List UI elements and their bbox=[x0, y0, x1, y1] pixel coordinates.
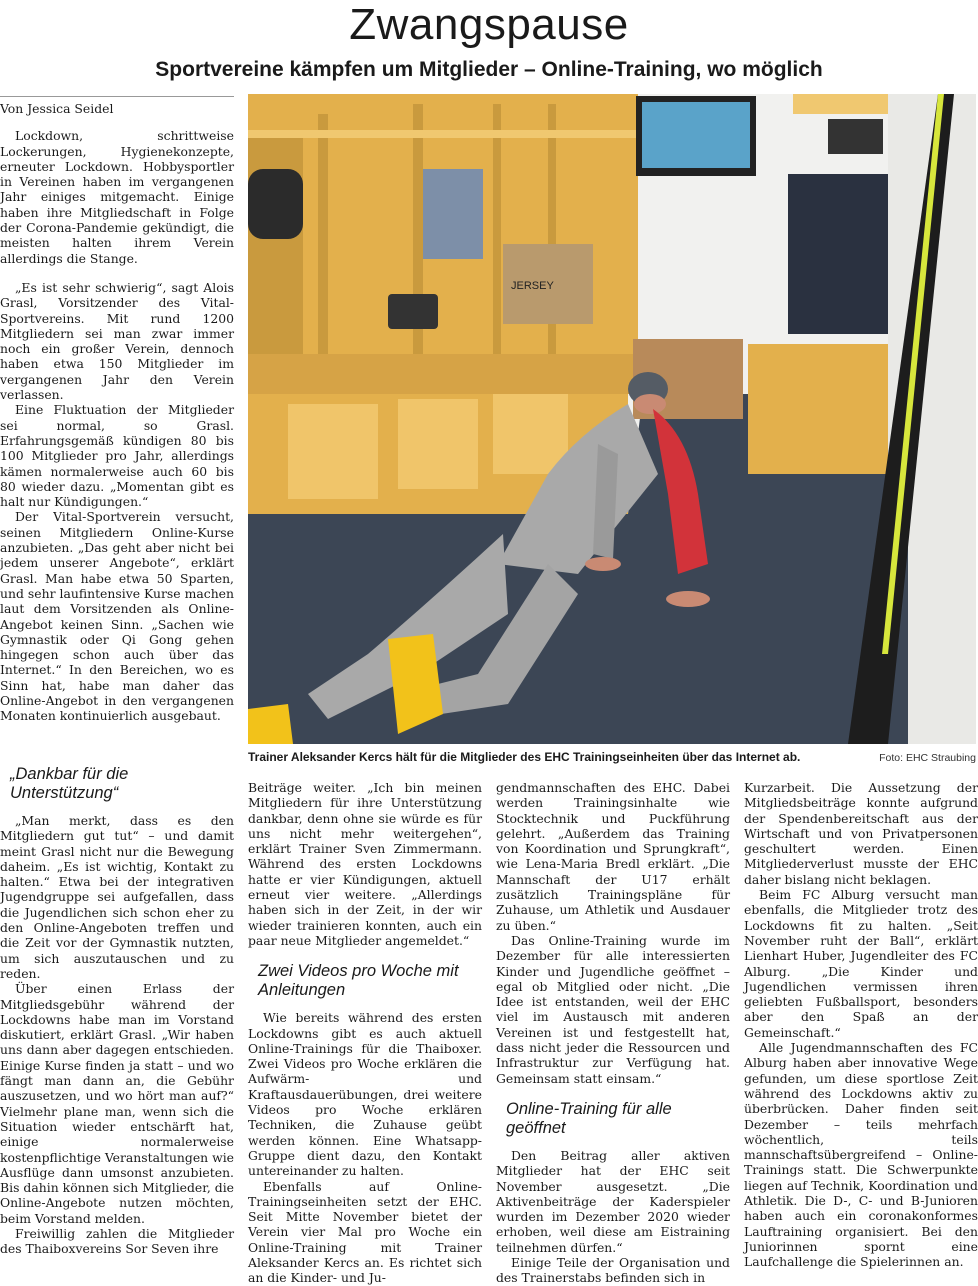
locker-door bbox=[493, 394, 568, 474]
goalie-gear bbox=[788, 174, 888, 334]
paragraph: Freiwillig zahlen die Mitglieder des Thaiboxvereins Sor Seven ihre bbox=[0, 1226, 234, 1257]
article-column-3 bbox=[496, 780, 730, 1286]
locker-divider bbox=[493, 104, 501, 374]
paragraph: Den Beitrag aller aktiven Mitglieder hat der EHC seit November ausgesetzt. „Die Aktivenbeiträge der Kaderspieler wurden im Dezember 2020 wieder erhoben, weil diese am Eistraining teilnehmen dürfen.“ bbox=[496, 1147, 730, 1255]
paragraph: Lockdown, schrittweise Lockerungen, Hygienekonzepte, erneuter Lockdown. Hobbysportler in Vereinen haben im vergangenen Jahr einiges mitgemacht. Einige haben ihre Mitgliedschaft in Folge der Corona-Pandemie gekündigt, die meisten halten ihrem Verein allerdings die Stange. bbox=[0, 128, 234, 266]
paragraph: Einige Teile der Organisation und des Trainerstabs befinden sich in bbox=[496, 1255, 730, 1286]
byline: Von Jessica Seidel bbox=[0, 96, 234, 116]
article-column-2 bbox=[248, 780, 482, 1286]
paragraph: Beiträge weiter. „Ich bin meinen Mitgliedern für ihre Unterstützung dankbar, denn ohne sie würde es für uns nicht mehr weitergehen“, erklärt Trainer Sven Zimmermann. Während des ersten Lockdowns hatte er vier Kündigungen, aktuell erneut vier weitere. „Allerdings haben sich in der Zeit, in der wir wieder trainieren konnten, auch ein paar neue Mitglieder angemeldet.“ bbox=[248, 780, 482, 948]
section-heading: Zwei Videos pro Woche mit Anleitungen bbox=[258, 962, 459, 1000]
paragraph: Über einen Erlass der Mitgliedsgebühr während der Lockdowns habe man im Vorstand diskutiert, erklärt Grasl. „Wir haben uns dann aber dagegen entschieden. Einige Kurse finden ja statt – und wo fängt man dann an, die Gebühr auszusetzen, und wo hört man auf?“ Vielmehr plane man, wenn sich die Situation wieder entschärft hat, einige normalerweise kostenpflichtige Veranstaltungen wie Ausflüge dann umsonst anzubieten. Bis dahin können sich Mitglieder, die Online-Angebote nutzen möchten, beim Vorstand melden. bbox=[0, 981, 234, 1226]
section-heading: Online-Training für alle geöffnet bbox=[506, 1099, 672, 1137]
photo-caption bbox=[248, 749, 976, 767]
locker-divider bbox=[548, 104, 556, 364]
paragraph: Der Vital-Sportverein versucht, seinen Mitgliedern Online-Kurse anzubieten. „Das geht aber nicht bei jedem unserer Angebote“, erklärt Grasl. Man habe etwa 50 Sparten, und sehr laufintensive Kurse machen laut dem Vorsitzenden als Online-Angebot keinen Sinn. „Sachen wie Gymnastik oder Qi Gong gehen hingegen schon auch über das Internet.“ In den Bereichen, wo es Sinn hat, habe man daher das Online-Angebot in den vergangenen Monaten kontinuierlich ausgebaut. bbox=[0, 509, 234, 724]
locker-bench bbox=[248, 354, 638, 394]
head bbox=[634, 394, 666, 414]
box-label: JERSEY bbox=[511, 280, 554, 292]
article-column-4 bbox=[744, 780, 978, 1277]
subheadline: Sportvereine kämpfen um Mitglieder – Online-Training, wo möglich bbox=[155, 58, 823, 81]
locker-door bbox=[288, 404, 378, 499]
shoe bbox=[248, 704, 293, 744]
hand-left bbox=[585, 557, 621, 571]
paragraph: Alle Jugendmannschaften des FC Alburg haben aber innovative Wege gefunden, um diese sportlose Zeit während des Lockdowns aktiv zu überbrücken. Daher finden seit Dezember – teils mehrfach wöchentlich, teils mannschaftsübergreifend – Online-Trainings statt. Die Schwerpunkte liegen auf Technik, Koordination und Athletik. Die D-, C- und B-Junioren haben auch ein coronakonformes Lauftraining organisiert. Bei den Juniorinnen spornt eine Laufchallenge die Spielerinnen an. bbox=[744, 1040, 978, 1270]
paragraph: gendmannschaften des EHC. Dabei werden Trainingsinhalte wie Stocktechnik und Puckführung gelehrt. „Außerdem das Training von Koordination und Sprungkraft“, wie Lena-Maria Bredl erklärt. „Die Mannschaft der U17 erhält zusätzlich Trainingspläne für Zuhause, um Athletik und Ausdauer zu üben.“ bbox=[496, 780, 730, 933]
locker-divider bbox=[413, 104, 423, 394]
photo-credit: Foto: EHC Straubing bbox=[879, 752, 976, 764]
paragraph: Wie bereits während des ersten Lockdowns gibt es auch aktuell Online-Trainings für die Thaiboxer. Zwei Videos pro Woche erklären die Aufwärm- und Kraftausdauerübungen, drei weitere Videos pro Woche erklären Techniken, die Zuhause geübt werden können. Eine Whatsapp-Gruppe dient dazu, den Kontakt untereinander zu halten. bbox=[248, 1010, 482, 1179]
helmet bbox=[248, 169, 303, 239]
locker-room-illustration bbox=[248, 94, 976, 744]
paragraph: Ebenfalls auf Online-Trainingseinheiten setzt der EHC. Seit Mitte November bietet der Verein vier Mal pro Woche ein Online-Training mit Trainer Aleksander Kercs an. Es richtet sich an die Kinder- und Ju- bbox=[248, 1178, 482, 1286]
article-column-1 bbox=[0, 96, 234, 748]
hand-right bbox=[666, 591, 710, 607]
article-photo bbox=[248, 94, 976, 744]
paragraph: „Man merkt, dass es den Mitgliedern gut tut“ – und damit meint Grasl nicht nur die Bewegung daheim. „Es ist wichtig, Kontakt zu halten.“ Etwa bei der integrativen Jugendgruppe sei aufgefallen, dass die Jugendlichen sich schon eher zu den Online-Angeboten treffen und die Zeit vor der Gymnastik nutzten, um sich auszutauschen und zu reden. bbox=[0, 813, 234, 981]
paragraph: Das Online-Training wurde im Dezember für alle interessierten Kinder und Jugendliche geöffnet – egal ob Mitglied oder nicht. „Die Idee ist entstanden, weil der EHC viel im Austausch mit anderen Vereinen ist und festgestellt hat, dass nicht jeder die Ressourcen und Infrastruktur zur Verfügung hat. Gemeinsam statt einsam.“ bbox=[496, 932, 730, 1086]
locker-divider bbox=[318, 114, 328, 394]
locker-base-right bbox=[748, 344, 898, 474]
paragraph: „Es ist sehr schwierig“, sagt Alois Grasl, Vorsitzender des Vital-Sportvereins. Mit rund 1200 Mitgliedern sei man zwar immer noch ein großer Verein, dennoch haben etwa 150 Mitglieder im vergangenen Jahr den Verein verlassen. bbox=[0, 279, 234, 403]
locker-door bbox=[398, 399, 478, 489]
paragraph: Eine Fluktuation der Mitglieder sei normal, so Grasl. Erfahrungsgemäß kündigen 80 bis 100 Mitglieder pro Jahr, allerdings kämen normalerweise auch 60 bis 80 wieder dazu. „Momentan gibt es halt nur Kündigungen.“ bbox=[0, 402, 234, 510]
section-heading: „Dankbar für die Unterstützung“ bbox=[10, 765, 129, 802]
headline: Zwangspause bbox=[349, 0, 629, 49]
jersey bbox=[423, 169, 483, 259]
locker-shelf bbox=[248, 130, 638, 138]
caption-text: Trainer Aleksander Kercs hält für die Mitglieder des EHC Trainingseinheiten über das Internet ab. bbox=[248, 750, 801, 764]
bag bbox=[388, 294, 438, 329]
paragraph: Beim FC Alburg versucht man ebenfalls, die Mitglieder trotz des Lockdowns fit zu halten. „Seit November ruht der Ball“, erklärt Lienhart Huber, Jugendleiter des FC Alburg. „Die Kinder und Jugendlichen vermissen ihren geliebten Fußballsport, besonders aber den Spaß an der Gemeinschaft.“ bbox=[744, 887, 978, 1040]
paragraph: Kurzarbeit. Die Aussetzung der Mitgliedsbeiträge konnte aufgrund der Spendenbereitschaft aus der Wirtschaft und von Privatpersonen geschultert werden. Einen Mitgliederverlust musste der EHC daher bislang nicht beklagen. bbox=[744, 780, 978, 887]
article-column-1-lower bbox=[0, 765, 234, 1277]
video-call-grid bbox=[642, 102, 750, 168]
laptop bbox=[828, 119, 883, 154]
